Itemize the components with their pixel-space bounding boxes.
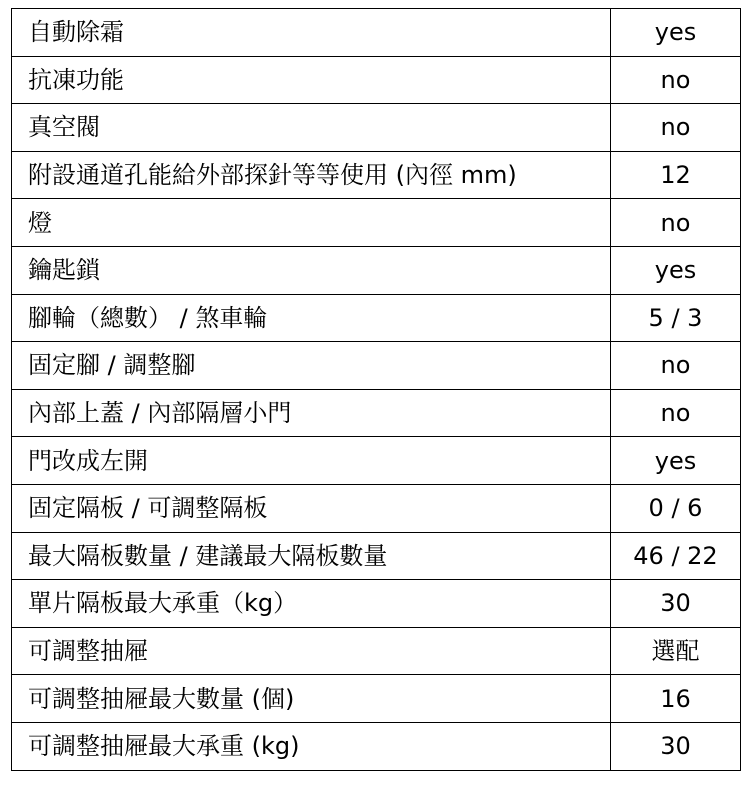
table-row [12,342,741,390]
table-row [12,9,741,57]
spec-value: 5 / 3 [611,294,741,342]
spec-value: no [611,389,741,437]
table-row [12,56,741,104]
spec-label: 可調整抽屜 [12,627,611,675]
table-row [12,151,741,199]
spec-label: 最大隔板數量 / 建議最大隔板數量 [12,532,611,580]
table-row [12,294,741,342]
spec-value: yes [611,437,741,485]
table-row [12,246,741,294]
spec-label: 可調整抽屜最大承重 (kg) [12,722,611,770]
spec-value: yes [611,9,741,57]
spec-value: 0 / 6 [611,484,741,532]
table-row [12,675,741,723]
table-row [12,389,741,437]
spec-value: no [611,56,741,104]
spec-value: 46 / 22 [611,532,741,580]
spec-label: 固定腳 / 調整腳 [12,342,611,390]
spec-label: 固定隔板 / 可調整隔板 [12,484,611,532]
table-row [12,722,741,770]
spec-label: 附設通道孔能給外部探針等等使用 (內徑 mm) [12,151,611,199]
spec-label: 燈 [12,199,611,247]
spec-label: 單片隔板最大承重（kg） [12,580,611,628]
table-row [12,199,741,247]
table-row [12,104,741,152]
spec-table [11,8,741,771]
spec-label: 真空閥 [12,104,611,152]
spec-value: no [611,342,741,390]
spec-label: 內部上蓋 / 內部隔層小門 [12,389,611,437]
spec-value: 16 [611,675,741,723]
spec-label: 腳輪（總數） / 煞車輪 [12,294,611,342]
spec-value: no [611,104,741,152]
table-row [12,580,741,628]
spec-value: yes [611,246,741,294]
table-row [12,627,741,675]
spec-table-body [12,9,741,771]
table-row [12,484,741,532]
table-row [12,437,741,485]
spec-label: 門改成左開 [12,437,611,485]
spec-label: 可調整抽屜最大數量 (個) [12,675,611,723]
spec-label: 鑰匙鎖 [12,246,611,294]
spec-value: 30 [611,722,741,770]
spec-value: 12 [611,151,741,199]
spec-label: 自動除霜 [12,9,611,57]
spec-value: no [611,199,741,247]
spec-label: 抗凍功能 [12,56,611,104]
table-row [12,532,741,580]
spec-value: 選配 [611,627,741,675]
spec-value: 30 [611,580,741,628]
